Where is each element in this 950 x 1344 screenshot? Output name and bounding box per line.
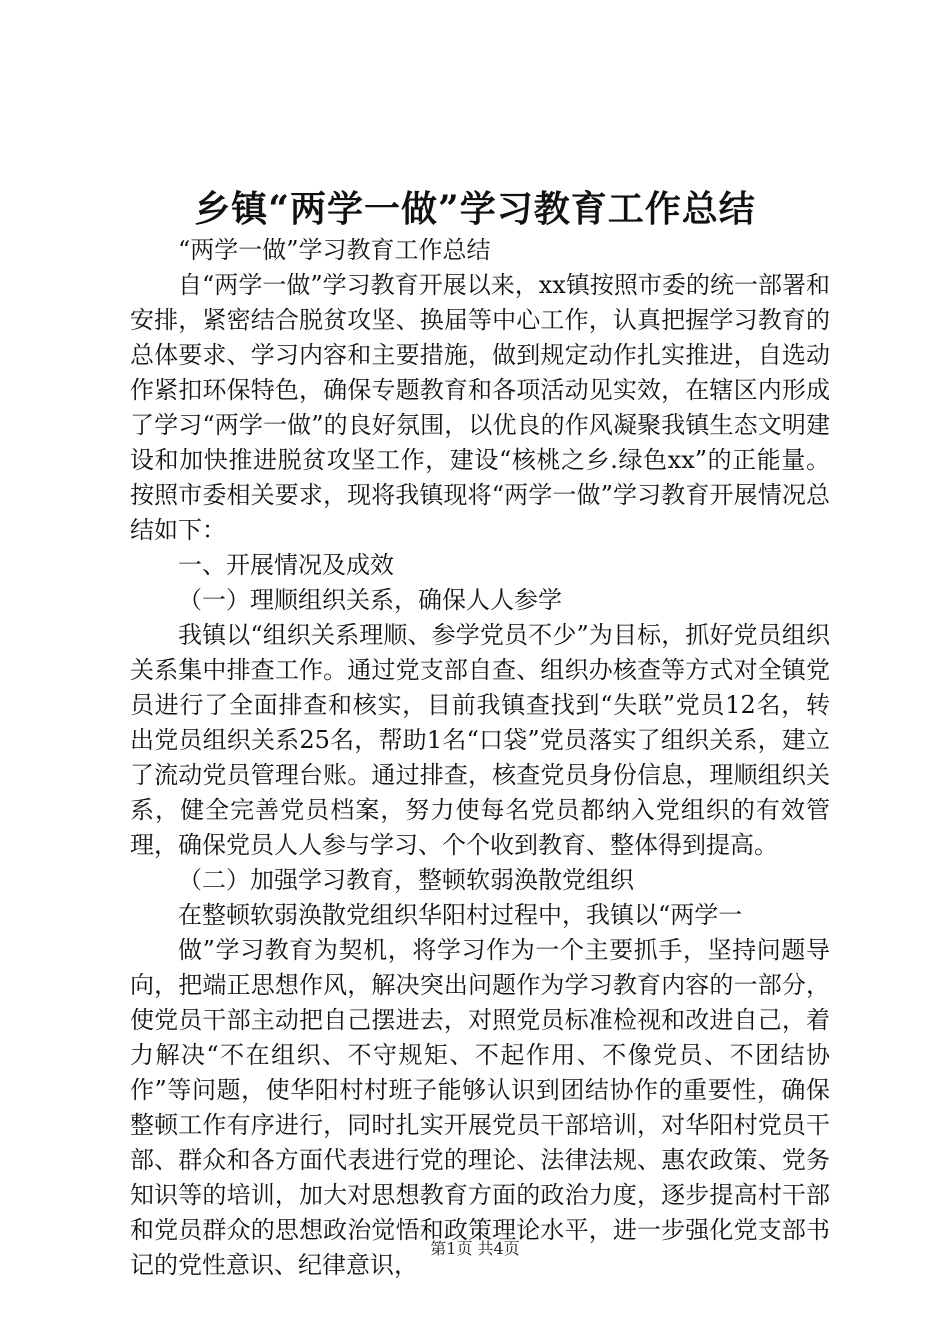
document-title: 乡镇“两学一做”学习教育工作总结 bbox=[194, 188, 756, 230]
page-footer: 第1页 共4页 bbox=[430, 1239, 520, 1258]
subsection-heading: （二）加强学习教育，整顿软弱涣散党组织 bbox=[178, 866, 634, 894]
section-heading: 一、开展情况及成效 bbox=[178, 551, 394, 579]
document-subtitle: “两学一做”学习教育工作总结 bbox=[178, 236, 491, 264]
subsection-heading: （一）理顺组织关系，确保人人参学 bbox=[178, 586, 562, 614]
subsection-paragraph: 做”学习教育为契机，将学习作为一个主要抓手，坚持问题导向，把端正思想作风，解决突出问题作为学习教育内容的一部分，使党员干部主动把自己摆进去，对照党员标准检视和改进自己，着力解决“不在组织、不守规矩、不起作用、不像党员、不团结协作”等问题，使华阳村村班子能够认识到团结协作的重要性，确保整顿工作有序进行，同时扎实开展党员干部培训，对华阳村党员干部、群众和各方面代表进行党的理论、法律法规、惠农政策、党务知识等的培训，加大对思想教育方面的政治力度，逐步提高村干部和党员群众的思想政治觉悟和政策理论水平，进一步强化党支部书记的党性意识、纪律意识， bbox=[130, 936, 830, 1279]
document-body bbox=[130, 233, 830, 1283]
subsection-paragraph: 我镇以“组织关系理顺、参学党员不少”为目标，抓好党员组织关系集中排查工作。通过党支部自查、组织办核查等方式对全镇党员进行了全面排查和核实，目前我镇查找到“失联”党员12名，转出党员组织关系25名，帮助1名“口袋”党员落实了组织关系，建立了流动党员管理台账。通过排查，核查党员身份信息，理顺组织关系，健全完善党员档案，努力使每名党员都纳入党组织的有效管理，确保党员人人参与学习、个个收到教育、整体得到提高。 bbox=[130, 621, 830, 859]
subsection-paragraph-first-line: 在整顿软弱涣散党组织华阳村过程中，我镇以“两学一 bbox=[178, 901, 743, 929]
intro-paragraph: 自“两学一做”学习教育开展以来，xx镇按照市委的统一部署和安排，紧密结合脱贫攻坚、换届等中心工作，认真把握学习教育的总体要求、学习内容和主要措施，做到规定动作扎实推进，自选动作紧扣环保特色，确保专题教育和各项活动见实效，在辖区内形成了学习“两学一做”的良好氛围，以优良的作风凝聚我镇生态文明建设和加快推进脱贫攻坚工作，建设“核桃之乡.绿色xx”的正能量。按照市委相关要求，现将我镇现将“两学一做”学习教育开展情况总结如下： bbox=[130, 271, 830, 544]
